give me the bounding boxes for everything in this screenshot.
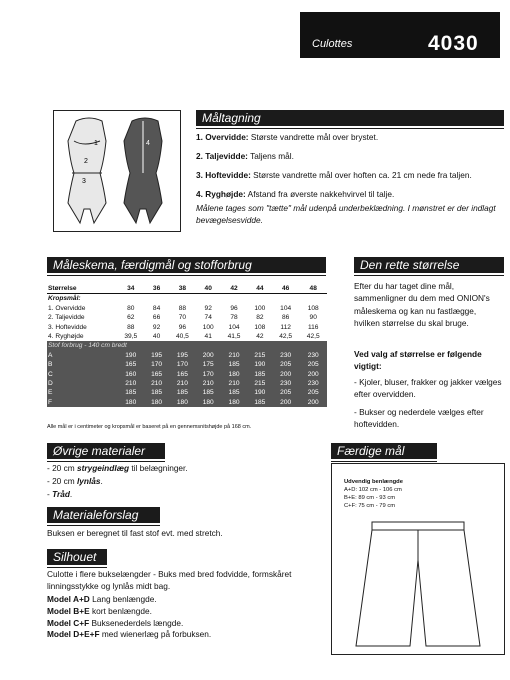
table-row <box>47 313 327 322</box>
table-cell: 3. Hoftevidde <box>48 323 87 331</box>
item-suffix: . <box>100 476 103 486</box>
table-cell: 195 <box>169 351 197 360</box>
table-cell: 39,5 <box>124 333 138 341</box>
table-cell: 100 <box>202 323 214 331</box>
maaltagning-heading: Måltagning <box>196 110 504 126</box>
list-item <box>47 488 317 501</box>
table-header-cell: 38 <box>169 284 197 294</box>
forslag-text: Buksen er beregnet til fast stof evt. med stretch. <box>47 528 223 538</box>
pattern-number: 4030 <box>428 32 479 55</box>
maal-note: Målene tages som "tætte" mål udenpå underbeklædning. I mønstret er der indlagt bevægelsesvidde. <box>196 203 496 225</box>
finished-row: B+E: 89 cm - 93 cm <box>344 495 396 501</box>
table-cell: 104 <box>280 304 292 312</box>
table-header-cell: Størrelse <box>47 284 117 294</box>
list-item <box>47 462 317 475</box>
finished-garment-box <box>331 463 505 655</box>
table-cell: 88 <box>178 304 187 312</box>
table-cell: 170 <box>145 360 169 369</box>
table-row <box>47 370 327 379</box>
table-cell: 66 <box>152 314 161 322</box>
figure-label-4: 4 <box>146 140 150 147</box>
table-cell: 62 <box>127 314 135 322</box>
table-cell: 210 <box>117 379 145 388</box>
item-prefix: - <box>47 489 53 499</box>
table-cell: 165 <box>145 370 169 379</box>
table-row <box>47 388 327 397</box>
table-cell: 180 <box>117 398 145 407</box>
silhouet-models <box>47 594 322 641</box>
table-cell: 210 <box>196 379 220 388</box>
table-cell: 185 <box>117 388 145 397</box>
table-cell: D <box>47 379 117 388</box>
silhouet-text: Culotte i flere bukselængder - Buks med bred fodvidde, formskåret linningsstykke og lynlås midt bag. <box>47 569 292 591</box>
table-header-cell: 48 <box>299 284 327 294</box>
finished-row: C+F: 75 cm - 79 cm <box>344 503 396 509</box>
table-cell: 170 <box>169 360 197 369</box>
skema-heading: Måleskema, færdigmål og stofforbrug <box>47 257 326 273</box>
table-cell: 88 <box>127 323 135 331</box>
table-cell: 108 <box>307 304 319 312</box>
table-cell: 205 <box>299 388 327 397</box>
table-row <box>47 379 327 388</box>
table-cell: 42 <box>256 333 264 341</box>
table-cell: 195 <box>145 351 169 360</box>
table-cell: 70 <box>178 314 187 322</box>
table-cell: 185 <box>145 388 169 397</box>
table-cell: 175 <box>196 360 220 369</box>
rette-bullet-2: - Bukser og nederdele vælges efter hoftevidden. <box>354 407 484 430</box>
table-cell: 230 <box>299 351 327 360</box>
maal-label-3: 3. Hoftevidde: <box>196 170 251 180</box>
table-cell: 100 <box>254 304 266 312</box>
table-header-cell: 40 <box>196 284 220 294</box>
model-label: Model B+E <box>47 605 90 616</box>
table-cell: 210 <box>169 379 197 388</box>
model-text: kort benlængde. <box>89 605 152 616</box>
table-header-cell: 42 <box>220 284 248 294</box>
table-cell: 78 <box>230 314 238 322</box>
table-cell: 200 <box>196 351 220 360</box>
table-cell: 108 <box>254 323 266 331</box>
table-cell: E <box>47 388 117 397</box>
table-header-cell: 34 <box>117 284 145 294</box>
pattern-name: Culottes <box>312 38 353 50</box>
table-cell: 80 <box>127 304 135 312</box>
maal-label-2: 2. Taljevidde: <box>196 151 248 161</box>
model-label: Model D+E+F <box>47 629 100 640</box>
table-cell: 2. Taljevidde <box>48 314 85 322</box>
model-text: med wienerlæg på forbuksen. <box>99 629 212 640</box>
table-note: Alle mål er i centimeter og kropsmål er baseret på en gennemsnitshøjde på 168 cm. <box>47 424 252 430</box>
table-row <box>47 294 327 304</box>
table-header-cell: 46 <box>272 284 300 294</box>
maaltagning-list <box>196 131 506 226</box>
table-cell: 190 <box>117 351 145 360</box>
maal-text-2: Taljens mål. <box>250 151 294 161</box>
table-cell: 185 <box>220 360 248 369</box>
model-text: Buksenederdels længde. <box>89 617 184 628</box>
table-cell: 41 <box>204 333 212 341</box>
rette-choose: Ved valg af størrelse er følgende vigtigt: <box>354 349 482 372</box>
table-cell: 210 <box>145 379 169 388</box>
model-label: Model A+D <box>47 594 90 604</box>
model-text: Lang benlængde. <box>89 594 157 604</box>
item-suffix: til belægninger. <box>129 463 188 473</box>
item-emphasis: strygeindlæg <box>76 463 130 473</box>
table-cell: 180 <box>145 398 169 407</box>
table-row <box>47 341 327 350</box>
finished-heading: Udvendig benlængde <box>344 479 403 485</box>
maal-label-1: 1. Overvidde: <box>196 132 249 142</box>
finished-row: A+D: 102 cm - 106 cm <box>344 487 402 493</box>
table-cell: 42,5 <box>279 333 293 341</box>
table-cell: 200 <box>299 398 327 407</box>
table-cell: 90 <box>309 314 317 322</box>
faerdige-heading: Færdige mål <box>331 443 437 459</box>
table-cell: C <box>47 370 117 379</box>
forslag-heading: Materialeforslag <box>47 507 160 523</box>
list-item <box>47 629 322 641</box>
table-cell: 200 <box>299 370 327 379</box>
table-cell: 1. Overvidde <box>48 304 86 312</box>
figure-label-2: 2 <box>84 158 88 165</box>
table-row <box>47 360 327 369</box>
table-cell: 41,5 <box>227 333 241 341</box>
table-cell: 165 <box>117 360 145 369</box>
body-figure-icon <box>54 111 180 231</box>
table-cell: 210 <box>220 351 248 360</box>
table-cell: 180 <box>220 398 248 407</box>
table-cell: A <box>47 351 117 360</box>
item-prefix: - 20 cm <box>47 476 77 486</box>
table-cell: 185 <box>248 370 272 379</box>
maal-text-3: Største vandrette mål over hoften ca. 21 cm nede fra taljen. <box>253 170 472 180</box>
table-cell: 170 <box>196 370 220 379</box>
table-cell: 185 <box>220 388 248 397</box>
table-row <box>47 332 327 341</box>
table-cell: 42,5 <box>306 333 320 341</box>
table-cell: 92 <box>204 304 212 312</box>
table-cell: 200 <box>272 370 300 379</box>
oevrige-list <box>47 462 317 501</box>
table-cell: 96 <box>178 323 187 331</box>
table-cell: 165 <box>169 370 197 379</box>
table-cell: 205 <box>272 388 300 397</box>
table-cell: 86 <box>282 314 290 322</box>
figure-label-1: 1 <box>94 140 98 147</box>
size-table <box>47 284 327 407</box>
table-cell: F <box>47 398 117 407</box>
table-cell: B <box>47 360 117 369</box>
maal-text-1: Største vandrette mål over brystet. <box>250 132 379 142</box>
item-prefix: - 20 cm <box>47 463 77 473</box>
table-cell: 92 <box>152 323 161 331</box>
table-section-title: Stof forbrug - 140 cm bredt <box>47 341 327 350</box>
table-cell: 84 <box>152 304 161 312</box>
table-cell: 180 <box>196 398 220 407</box>
table-cell: 215 <box>248 379 272 388</box>
table-cell: 112 <box>280 323 291 331</box>
table-row <box>47 323 327 332</box>
figure-label-3: 3 <box>82 178 86 185</box>
table-header-cell: 36 <box>145 284 169 294</box>
table-cell: 160 <box>117 370 145 379</box>
maal-text-4: Afstand fra øverste nakkehvirvel til talje. <box>247 189 395 199</box>
table-cell: 116 <box>307 323 319 331</box>
table-cell: 205 <box>299 360 327 369</box>
table-cell: 104 <box>228 323 240 331</box>
table-cell: 82 <box>256 314 264 322</box>
table-cell: 185 <box>196 388 220 397</box>
item-suffix: . <box>69 489 73 499</box>
table-cell: 180 <box>169 398 197 407</box>
table-cell: 185 <box>169 388 197 397</box>
list-item <box>47 594 322 606</box>
list-item <box>47 606 322 618</box>
table-cell: 96 <box>230 304 238 312</box>
table-header-cell: 44 <box>248 284 272 294</box>
table-cell: 180 <box>220 370 248 379</box>
item-emphasis: lynlås <box>76 476 101 486</box>
table-cell: 200 <box>272 398 300 407</box>
table-cell: 185 <box>248 398 272 407</box>
table-cell: 190 <box>248 360 272 369</box>
table-cell: 190 <box>248 388 272 397</box>
silhouet-heading: Silhouet <box>47 549 107 565</box>
model-label: Model C+F <box>47 617 90 628</box>
culotte-trousers-icon <box>332 464 504 654</box>
table-cell: 40 <box>152 333 161 341</box>
table-row <box>47 284 327 294</box>
measurement-figure <box>53 110 181 232</box>
table-row <box>47 304 327 313</box>
item-emphasis: Tråd <box>52 489 70 499</box>
table-cell: 230 <box>272 351 300 360</box>
table-cell: 230 <box>272 379 300 388</box>
table-cell: 215 <box>248 351 272 360</box>
maal-label-4: 4. Ryghøjde: <box>196 189 246 199</box>
table-cell: 40,5 <box>175 333 189 341</box>
rette-heading: Den rette størrelse <box>354 257 504 273</box>
table-cell: 4. Ryghøjde <box>48 333 84 341</box>
rette-text: Efter du har taget dine mål, sammenligner du dem med ONION's måleskema og kan nu fastlægge, hvilken størrelse du skal bruge. <box>354 281 490 328</box>
list-item <box>47 475 317 488</box>
table-cell: 210 <box>220 379 248 388</box>
table-section-title: Kropsmål: <box>48 295 81 303</box>
table-cell: 74 <box>204 314 212 322</box>
table-cell: 230 <box>299 379 327 388</box>
table-row <box>47 351 327 360</box>
table-cell: 205 <box>272 360 300 369</box>
oevrige-heading: Øvrige materialer <box>47 443 165 459</box>
table-row <box>47 398 327 407</box>
list-item <box>47 618 322 630</box>
rette-bullet-1: - Kjoler, bluser, frakker og jakker vælges efter overvidden. <box>354 377 502 400</box>
